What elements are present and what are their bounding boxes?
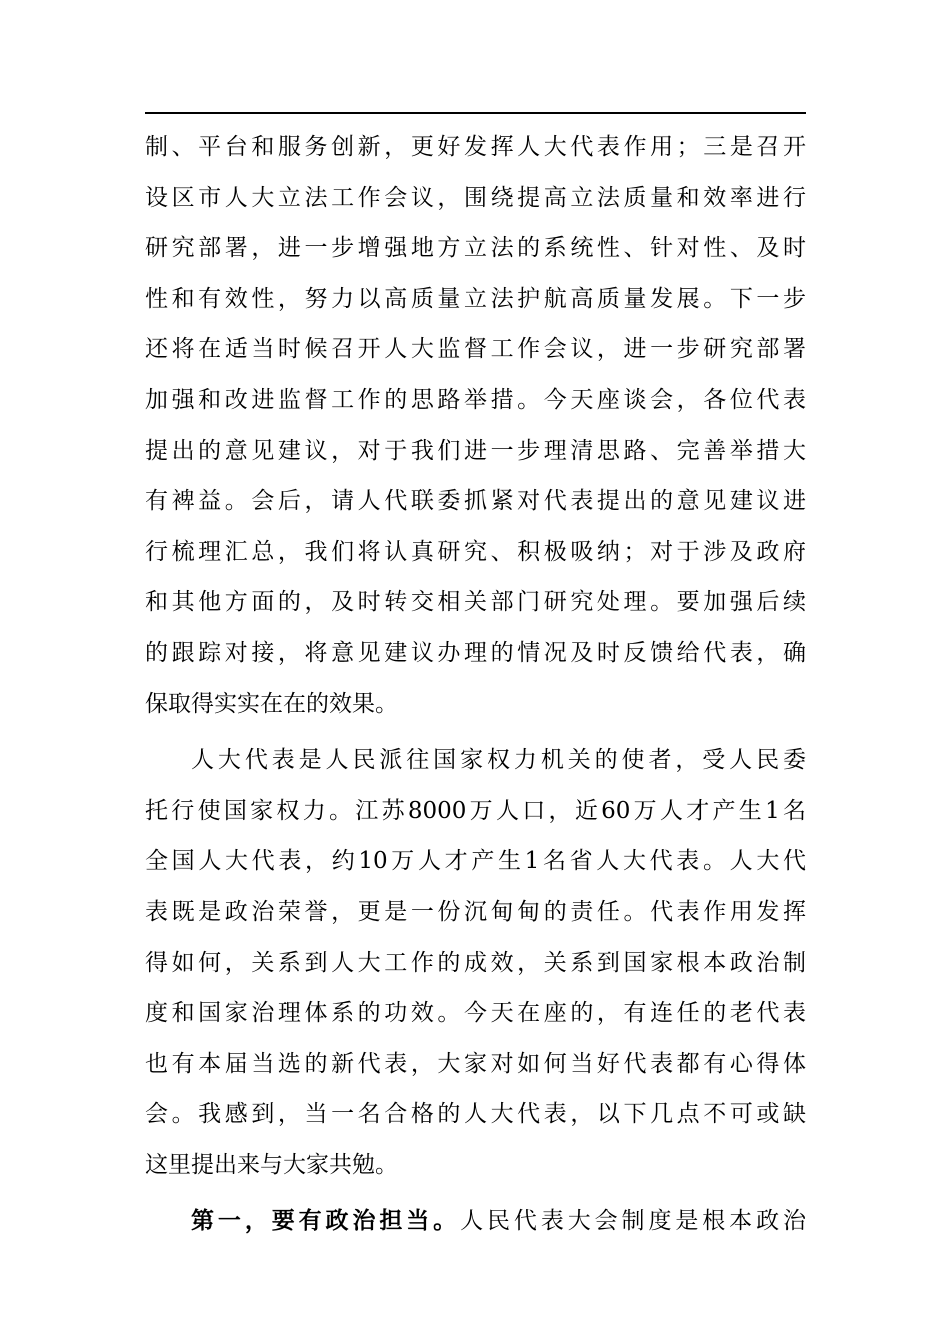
text-line: 这里提出来与大家共勉。 xyxy=(145,1151,398,1178)
text-line: 加强和改进监督工作的思路举措。今天座谈会，各位代表 xyxy=(145,386,806,413)
text-line: 提出的意见建议，对于我们进一步理清思路、完善举措大 xyxy=(145,437,806,464)
section-heading-lead: 第一，要有政治担当。 xyxy=(191,1207,461,1235)
text-line: 制、平台和服务创新，更好发挥人大代表作用；三是召开 xyxy=(145,134,806,160)
paragraph-3 xyxy=(145,1196,806,1247)
paragraph-1 xyxy=(145,122,806,729)
text-line: 性和有效性，努力以高质量立法护航高质量发展。下一步 xyxy=(145,285,806,312)
text-line: 人大代表是人民派往国家权力机关的使者，受人民委 xyxy=(191,747,806,774)
text-line: 行梳理汇总，我们将认真研究、积极吸纳；对于涉及政府 xyxy=(145,538,806,565)
text-line: 还将在适当时候召开人大监督工作会议，进一步研究部署 xyxy=(145,336,806,363)
text-line: 有裨益。会后，请人代联委抓紧对代表提出的意见建议进 xyxy=(145,488,806,515)
text-line: 度和国家治理体系的功效。今天在座的，有连任的老代表 xyxy=(145,1000,806,1027)
paragraph-text: 人民代表大会制度是根本政治 xyxy=(460,1208,807,1235)
text-line: 会。我感到，当一名合格的人大代表，以下几点不可或缺 xyxy=(145,1101,806,1128)
text-line: 和其他方面的，及时转交相关部门研究处理。要加强后续 xyxy=(145,589,806,616)
text-line: 也有本届当选的新代表，大家对如何当好代表都有心得体 xyxy=(145,1050,806,1077)
paragraph-2 xyxy=(145,735,806,1190)
document-body xyxy=(145,122,806,1247)
text-line: 的跟踪对接，将意见建议办理的情况及时反馈给代表，确 xyxy=(145,639,806,666)
text-line: 得如何，关系到人大工作的成效，关系到国家根本政治制 xyxy=(145,949,806,976)
text-line: 表既是政治荣誉，更是一份沉甸甸的责任。代表作用发挥 xyxy=(145,898,806,925)
text-line: 全国人大代表，约10万人才产生1名省人大代表。人大代 xyxy=(145,848,806,875)
text-line: 保取得实实在在的效果。 xyxy=(145,690,398,717)
text-line: 研究部署，进一步增强地方立法的系统性、针对性、及时 xyxy=(145,235,806,262)
text-line xyxy=(145,1196,806,1247)
header-rule xyxy=(145,112,806,114)
text-line: 托行使国家权力。江苏8000万人口，近60万人才产生1名 xyxy=(145,797,806,824)
text-line: 设区市人大立法工作会议，围绕提高立法质量和效率进行 xyxy=(145,184,806,211)
